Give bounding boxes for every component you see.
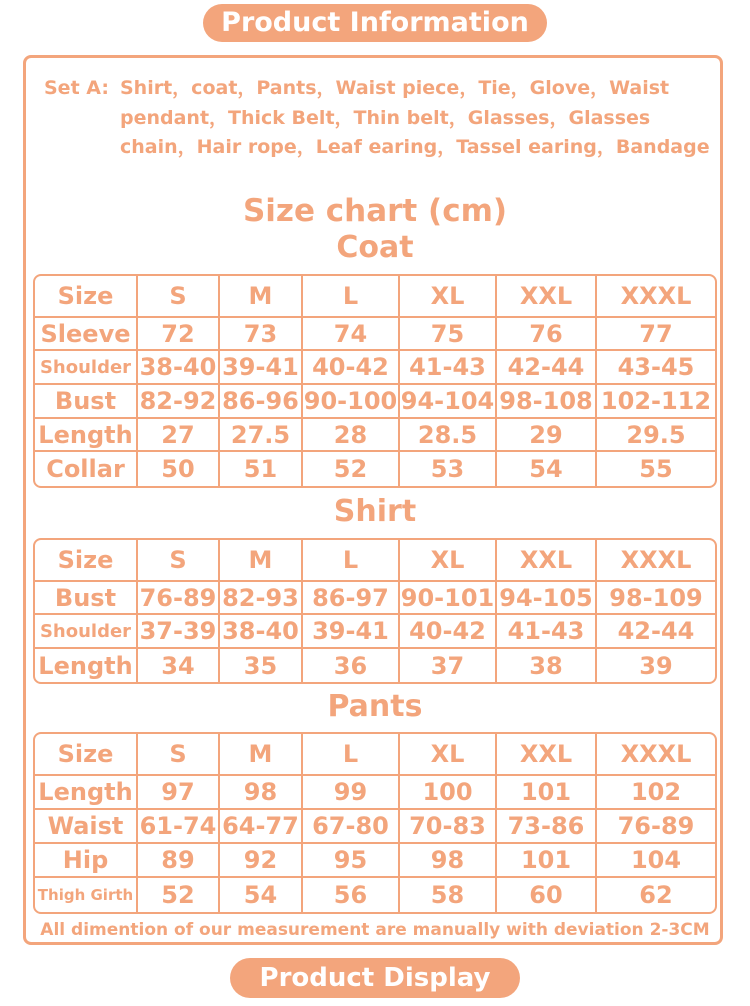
table-cell: 98-109 xyxy=(597,582,715,615)
shirt-title: Shirt xyxy=(333,494,417,529)
table-cell: 90-101 xyxy=(400,582,497,615)
row-label: Length xyxy=(35,776,138,810)
table-cell: 52 xyxy=(303,452,400,486)
table-cell: 101 xyxy=(497,844,597,878)
table-cell: 94-105 xyxy=(497,582,597,615)
table-cell: 104 xyxy=(597,844,715,878)
table-cell: 52 xyxy=(138,878,220,912)
product-display-button[interactable]: Product Display xyxy=(230,958,520,998)
table-cell: 74 xyxy=(303,318,400,351)
table-cell: 27 xyxy=(138,419,220,452)
header-cell: XL xyxy=(400,734,497,776)
table-cell: 62 xyxy=(639,881,673,909)
size-chart-title: Size chart (cm) xyxy=(242,193,508,229)
table-cell: 39-41 xyxy=(303,615,400,649)
table-cell: 101 xyxy=(497,776,597,810)
table-cell: 27.5 xyxy=(220,419,303,452)
table-cell: 99 xyxy=(303,776,400,810)
header-cell: XL xyxy=(400,276,497,318)
table-cell: 89 xyxy=(138,844,220,878)
table-cell: 98 xyxy=(220,776,303,810)
table-cell: 54 xyxy=(220,878,303,912)
table-cell: 41-43 xyxy=(497,615,597,649)
table-cell: 102-112 xyxy=(597,385,715,419)
table-cell: 37 xyxy=(400,649,497,682)
header-cell: Size xyxy=(35,734,138,776)
table-cell: 86-96 xyxy=(220,385,303,419)
product-information-header: Product Information xyxy=(203,4,547,42)
table-cell: 98-108 xyxy=(497,385,597,419)
table-cell: 28.5 xyxy=(400,419,497,452)
table-cell: 40-42 xyxy=(400,615,497,649)
table-cell: 94-104 xyxy=(400,385,497,419)
table-cell: 42-44 xyxy=(497,351,597,385)
table-cell: 102 xyxy=(597,776,715,810)
row-label: Shoulder xyxy=(35,615,138,649)
header-cell: XXL xyxy=(497,540,597,582)
table-cell: 97 xyxy=(138,776,220,810)
set-label: Set A: xyxy=(44,77,109,99)
row-label: Collar xyxy=(35,452,138,486)
header-cell: L xyxy=(303,540,400,582)
table-cell: 73 xyxy=(220,318,303,351)
table-cell: 42-44 xyxy=(597,615,715,649)
table-cell: 70-83 xyxy=(400,810,497,844)
header-cell: S xyxy=(138,734,220,776)
table-cell: 35 xyxy=(220,649,303,682)
table-cell: 51 xyxy=(220,452,303,486)
table-cell: 53 xyxy=(400,452,497,486)
table-cell: 29 xyxy=(497,419,597,452)
table-cell: 64-77 xyxy=(220,810,303,844)
table-cell: 50 xyxy=(138,452,220,486)
table-cell: 73-86 xyxy=(497,810,597,844)
row-label: Bust xyxy=(35,385,138,419)
table-cell: 38 xyxy=(497,649,597,682)
table-cell: 38-40 xyxy=(220,615,303,649)
table-cell: 28 xyxy=(303,419,400,452)
table-cell: 75 xyxy=(400,318,497,351)
table-cell: 34 xyxy=(138,649,220,682)
table-cell: 56 xyxy=(303,878,400,912)
header-cell: XXXL xyxy=(597,734,715,776)
table-cell: 29.5 xyxy=(597,419,715,452)
table-cell: 61-74 xyxy=(138,810,220,844)
table-cell: 36 xyxy=(303,649,400,682)
table-cell: 40-42 xyxy=(303,351,400,385)
header-cell: XXXL xyxy=(597,540,715,582)
header-cell: XXL xyxy=(497,734,597,776)
row-label: Hip xyxy=(35,844,138,878)
header-cell: XL xyxy=(400,540,497,582)
table-cell: 72 xyxy=(138,318,220,351)
table-cell: 54 xyxy=(497,452,597,486)
coat-size-table xyxy=(33,274,717,488)
row-label: Sleeve xyxy=(35,318,138,351)
table-cell: 38-40 xyxy=(138,351,220,385)
row-label: Waist xyxy=(35,810,138,844)
table-cell: 43-45 xyxy=(597,351,715,385)
table-cell: 82-92 xyxy=(138,385,220,419)
measurement-note: All dimention of our measurement are manually with deviation 2-3CM xyxy=(40,920,710,940)
row-label: Bust xyxy=(35,582,138,615)
table-cell: 92 xyxy=(220,844,303,878)
table-cell: 77 xyxy=(597,318,715,351)
header-cell: Size xyxy=(35,540,138,582)
table-cell: 90-100 xyxy=(303,385,400,419)
table-cell: 76 xyxy=(497,318,597,351)
pants-size-table xyxy=(33,732,717,914)
table-cell: 41-43 xyxy=(400,351,497,385)
header-cell: Size xyxy=(35,276,138,318)
table-cell: 100 xyxy=(400,776,497,810)
set-items: Shirt，coat，Pants，Waist piece，Tie，Glove，Waist pendant，Thick Belt，Thin belt，Glasses，Glasses chain，Hair rope，Leaf earing，Tassel earing，Bandage xyxy=(120,77,710,158)
table-cell: 82-93 xyxy=(220,582,303,615)
table-cell: 55 xyxy=(639,455,673,483)
table-cell: 98 xyxy=(400,844,497,878)
header-cell: M xyxy=(220,734,303,776)
header-cell: L xyxy=(303,734,400,776)
table-cell: 37-39 xyxy=(138,615,220,649)
table-cell: 67-80 xyxy=(303,810,400,844)
coat-title: Coat xyxy=(336,230,414,265)
row-label: Length xyxy=(35,419,138,452)
shirt-size-table xyxy=(33,538,717,684)
header-cell: XXL xyxy=(497,276,597,318)
header-cell: S xyxy=(138,540,220,582)
pants-title: Pants xyxy=(327,689,423,724)
row-label: Shoulder xyxy=(35,351,138,385)
header-cell: S xyxy=(138,276,220,318)
table-cell: 76-89 xyxy=(597,810,715,844)
table-cell: 39 xyxy=(639,651,673,680)
table-cell: 76-89 xyxy=(138,582,220,615)
row-label: Length xyxy=(35,649,138,682)
table-cell: 58 xyxy=(400,878,497,912)
table-cell: 39-41 xyxy=(220,351,303,385)
table-cell: 60 xyxy=(497,878,597,912)
table-cell: 86-97 xyxy=(303,582,400,615)
row-label: Thigh Girth xyxy=(35,878,138,912)
table-cell: 95 xyxy=(303,844,400,878)
header-cell: XXXL xyxy=(597,276,715,318)
header-cell: L xyxy=(303,276,400,318)
header-cell: M xyxy=(220,540,303,582)
header-cell: M xyxy=(220,276,303,318)
